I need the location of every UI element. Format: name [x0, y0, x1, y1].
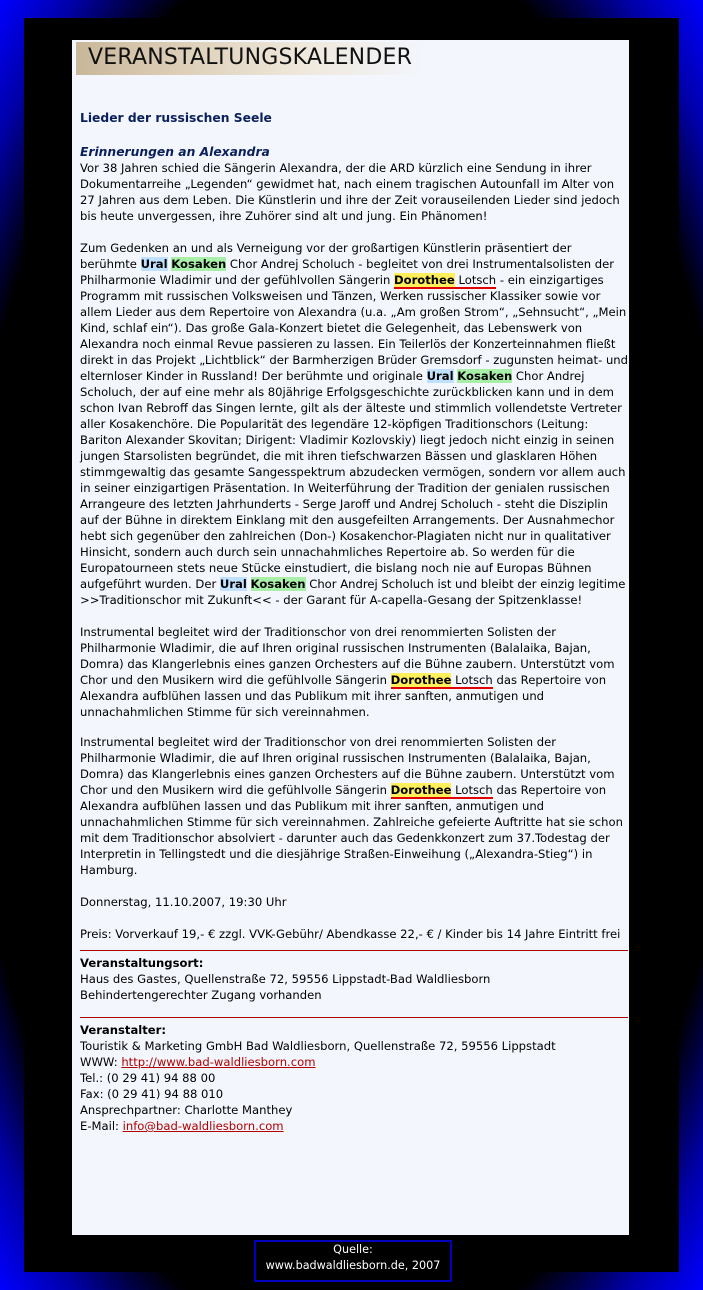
banner-title: VERANSTALTUNGSKALENDER: [88, 45, 413, 70]
venue-label: Veranstaltungsort:: [80, 956, 204, 970]
name-lotsch: Lotsch: [455, 673, 493, 687]
paragraph-intro: Vor 38 Jahren schied die Sängerin Alexandra, der die ARD kürzlich eine Sendung in ihrer Dokumentarreihe „Legenden“ gewidmet hat, nach einem tragischen Autounfall im Alter von 27 Jahren aus dem Leben. Die Künstlerin und ihre der Zeit vorauseilenden Lieder sind jedoch bis heute unvergessen, ihre Zuhörer sind alt und jung. Ein Phänomen!: [80, 161, 620, 223]
organizer-email: [80, 1118, 628, 1134]
paragraph-instrumental-cut: [80, 624, 628, 720]
email-link[interactable]: info@bad-waldliesborn.com: [122, 1119, 284, 1133]
divider: [80, 1017, 628, 1018]
name-lotsch: Lotsch: [455, 783, 493, 797]
venue-address: Haus des Gastes, Quellenstraße 72, 59556 Lippstadt-Bad Waldliesborn: [80, 972, 491, 986]
underlined-name: [391, 673, 493, 689]
source-caption: [254, 1240, 452, 1282]
paragraph-main: [80, 240, 628, 608]
organizer-contact: Ansprechpartner: Charlotte Manthey: [80, 1103, 293, 1117]
organizer-www: [80, 1054, 628, 1070]
venue-access: Behindertengerechter Zugang vorhanden: [80, 988, 322, 1002]
event-price: Preis: Vorverkauf 19,- € zzgl. VVK-Gebühr/ Abendkasse 22,- € / Kinder bis 14 Jahre Eintritt frei: [80, 927, 621, 941]
underlined-name: [391, 783, 493, 799]
highlight-ural: Ural: [426, 369, 454, 383]
text-segment: Zahlreiche gefeierte Auftritte hat sie schon mit dem Traditionschor absolviert - darunter auch das Gedenkkonzert zum 37.Todestag der Interpretin in Tellingstedt und die diesjährige Straßen-Einweihung („Alexandra-Stieg“) in Hamburg.: [80, 815, 623, 877]
highlight-ural: Ural: [219, 577, 247, 591]
paragraph-instrumental: [80, 734, 628, 878]
highlight-kosaken: Kosaken: [171, 257, 227, 271]
text-segment: Chor Andrej Scholuch - begleitet von drei Instrumentalsolisten der Philharmonie Wladimir und der gefühlvollen Sängerin: [80, 257, 615, 287]
divider: [80, 950, 628, 951]
www-label: WWW:: [80, 1055, 122, 1069]
highlight-dorothee: Dorothee: [390, 783, 452, 797]
organizer-tel: Tel.: (0 29 41) 94 88 00: [80, 1071, 216, 1085]
text-segment: Chor Andrej Scholuch, der auf eine mehr als 80jährige Erfolgsgeschichte zurückblicken kann und in dem schon Ivan Rebroff das Singen lernte, gilt als der älteste und stimmlich vollendetste Vertreter aller Kosakenchöre. Die Popularität des legendäre 12-köpfigen Traditionschors (Leitung: Bariton Alexander Skovitan; Dirigent: Vladimir Kozlovskiy) liegt jedoch nicht einzig in seinen jungen Starsolisten begründet, die mit ihren tiefschwarzen Bässen und glasklaren Höhen stimmgewaltig das gesamte Sangesspektrum abzudecken vermögen, sondern vor allem auch in seiner einzigartigen Präsentation. In Weiterführung der Tradition der genialen russischen Arrangeure des letzten Jahrhunderts - Serge Jaroff und Andrej Scholuch - steht die Disziplin auf der Bühne in direktem Einklang mit den ausgefeilten Arrangements. Der Ausnahmechor hebt sich gegenüber den zahlreichen (Don-) Kosakenchor-Plagiaten nicht nur in qualitativer Hinsicht, sondern auch durch sein unnachahmliches Repertoire ab. So werden für die Europatourneen stets neue Stücke einstudiert, die bislang noch nie auf Europas Bühnen aufgeführt wurden. Der: [80, 369, 626, 591]
clipping-page: [72, 40, 629, 1235]
email-label: E-Mail:: [80, 1119, 123, 1133]
article-subheading: Erinnerungen an Alexandra: [80, 145, 270, 159]
article: [80, 110, 628, 1134]
highlight-kosaken: Kosaken: [457, 369, 513, 383]
banner: [76, 42, 426, 75]
organizer-label: Veranstalter:: [80, 1023, 166, 1037]
article-heading: Lieder der russischen Seele: [80, 111, 272, 125]
highlight-kosaken: Kosaken: [250, 577, 306, 591]
underlined-name: [394, 273, 496, 289]
website-link[interactable]: http://www.bad-waldliesborn.com: [121, 1055, 316, 1069]
organizer-name: Touristik & Marketing GmbH Bad Waldliesborn, Quellenstraße 72, 59556 Lippstadt: [80, 1039, 556, 1053]
organizer-fax: Fax: (0 29 41) 94 88 010: [80, 1087, 224, 1101]
text-segment: Instrumental begleitet wird der Traditionschor von drei renommierten Solisten der Philharmonie Wladimir, die auf Ihren original russischen Instrumenten (Balalaika, Bajan, Domra) das Klangerlebnis eines ganzen Orchesters auf die Bühne zaubern. Unterstützt vom Chor und den Musikern wird die gefühlvolle Sängerin: [80, 735, 615, 797]
text-segment: das Repertoire von Alexandra aufblühen lassen und das Publikum mit ihrer sanften, anmutigen und unnachahmlichen Stimme für sich vereinnahmen.: [80, 783, 607, 829]
event-date: Donnerstag, 11.10.2007, 19:30 Uhr: [80, 895, 287, 909]
text-segment: Instrumental begleitet wird der Traditionschor von drei renommierten Solisten der Philharmonie Wladimir, die auf Ihren original russischen Instrumenten (Balalaika, Bajan, Domra) das Klangerlebnis eines ganzen Orchesters auf die Bühne zaubern. Unterstützt vom Chor und den Musikern wird die gefühlvolle Sängerin: [80, 625, 615, 687]
text-segment: Chor Andrej Scholuch ist und bleibt der einzig legitime >>Traditionschor mit Zukunft<< - der Garant für A-capella-Gesang der Spitzenklasse!: [80, 577, 626, 607]
text-segment: das Repertoire von Alexandra aufblühen lassen und das Publikum mit ihrer sanften, anmutigen und unnachahmlichen Stimme für sich vereinnahmen.: [80, 673, 607, 719]
text-segment: Zum Gedenken an und als Verneigung vor der großartigen Künstlerin präsentiert der berühmte: [80, 241, 572, 271]
highlight-dorothee: Dorothee: [390, 673, 452, 687]
highlight-ural: Ural: [140, 257, 168, 271]
name-lotsch: Lotsch: [458, 273, 497, 287]
source-label: Quelle:: [333, 1243, 373, 1256]
source-text: www.badwaldliesborn.de, 2007: [265, 1259, 441, 1272]
text-segment: - ein einzigartiges Programm mit russischen Volksweisen und Tänzen, Werken russischer Klassiker sowie vor allem Lieder aus dem Repertoire von Alexandra (u.a. „Am großen Strom“, „Sehnsucht“, „Mein Kind, schlaf ein“). Das große Gala-Konzert bietet die Gelegenheit, das Lebenswerk von Alexandra noch einmal Revue passieren zu lassen. Ein Teilerlös der Konzerteinnahmen fließt direkt in das Projekt „Lichtblick“ der Barmherzigen Brüder Gremsdorf - zugunsten heimat- und elternloser Kinder in Russland! Der berühmte und originale: [80, 273, 629, 383]
highlight-dorothee: Dorothee: [393, 273, 455, 287]
